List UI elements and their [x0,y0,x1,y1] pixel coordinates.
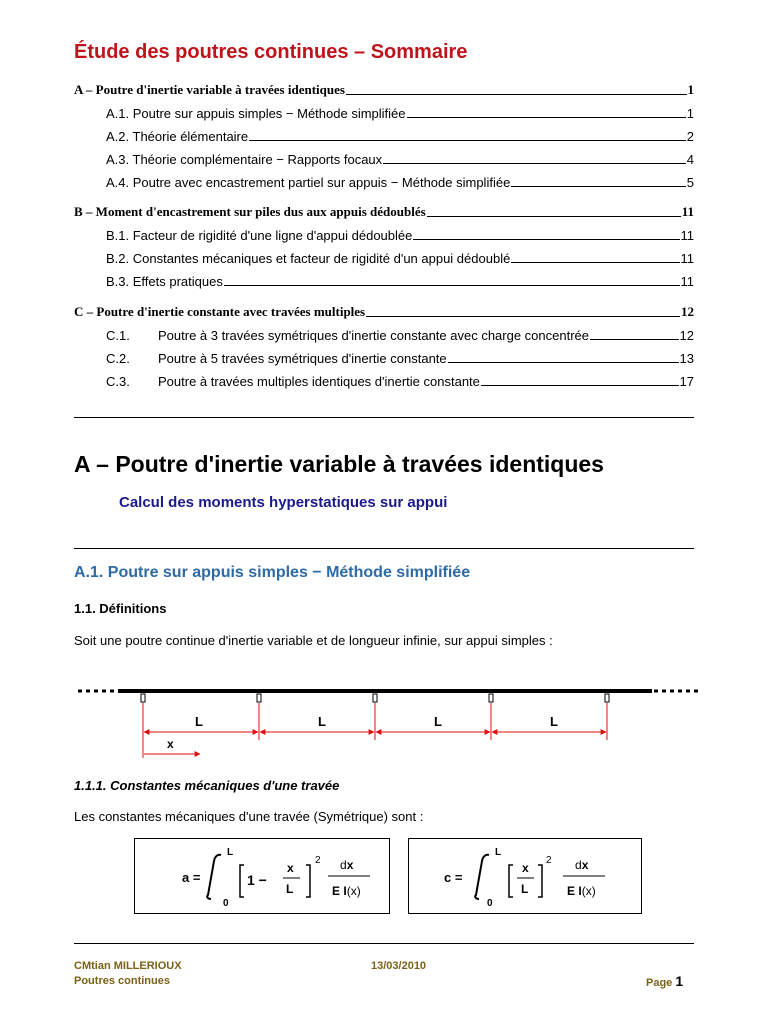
toc-entry-page: 13 [679,351,694,366]
support [373,694,377,702]
footer-page [646,973,683,989]
toc-entry-label: B – Moment d'encastrement sur piles dus aux appuis dédoublés [74,204,426,219]
formula-box-a [134,838,390,914]
toc-entry-page: 1 [686,106,694,121]
toc-entry-page: 11 [680,274,694,289]
toc-entry-number: C.3. [106,374,130,389]
integral-upper: L [227,847,234,858]
footer-divider [74,943,694,944]
footer-author: CMtian MILLERIOUX [74,960,182,972]
toc-entry-a[interactable] [74,80,694,98]
beam-diagram [74,680,704,760]
toc-entry-label: A – Poutre d'inertie variable à travées identiques [74,82,345,97]
toc-entry-c3[interactable] [106,371,694,389]
integral-sign [207,855,221,899]
intro-paragraph: Soit une poutre continue d'inertie variable et de longueur infinie, sur appui simples : [74,633,553,648]
toc-entry-page: 11 [681,204,694,219]
bracket-left [240,865,244,897]
toc-entry-page: 5 [686,175,694,190]
toc-entry-c2[interactable] [106,348,694,366]
exponent: 2 [315,855,321,866]
frac-den: L [521,882,529,896]
section-title: A.1. Poutre sur appuis simples − Méthode simplifiée [74,564,471,581]
toc-entry-label: B.3. Effets pratiques [106,274,223,289]
toc-entry-page: 4 [686,152,694,167]
footer-page-number: 1 [675,973,684,989]
integral-lower: 0 [223,898,229,909]
integral-sign [475,855,489,899]
toc-entry-b1[interactable] [106,225,694,243]
svg-text:E I(x): E I(x) [332,884,361,898]
frac-num: x [287,861,294,875]
exponent: 2 [546,855,552,866]
integral-lower: 0 [487,898,493,909]
span-label: L [318,714,326,729]
toc-entry-label: A.1. Poutre sur appuis simples − Méthode simplifiée [106,106,406,121]
toc-entry-page: 12 [681,304,694,319]
page-subheading: Calcul des moments hyperstatiques sur appui [119,494,448,511]
page-heading: A – Poutre d'inertie variable à travées identiques [74,451,604,477]
toc-entry-label: C – Poutre d'inertie constante avec travées multiples [74,304,366,319]
svg-text:E I(x): E I(x) [567,884,596,898]
svg-text:dx: dx [575,858,589,872]
toc-entry-page: 17 [679,374,694,389]
toc-entry-c[interactable] [74,302,694,320]
toc-entry-number: C.2. [106,351,130,366]
sub-sub-title: 1.1.1. Constantes mécaniques d'une travée [74,778,340,793]
divider [74,548,694,549]
toc-entry-page: 1 [687,82,694,97]
toc-entry-page: 11 [680,251,694,266]
bracket-left [509,865,513,897]
formula-c [409,839,641,913]
toc-entry-b2[interactable] [106,248,694,266]
x-label: x [167,737,174,751]
frac-num: x [522,861,529,875]
bracket-right [538,865,542,897]
toc-entry-a2[interactable] [106,126,694,144]
toc-entry-b3[interactable] [106,271,694,289]
toc-entry-page: 2 [686,129,694,144]
footer-date: 13/03/2010 [371,960,427,972]
support [605,694,609,702]
toc-entry-a1[interactable] [106,103,694,121]
toc-entry-label: Poutre à 3 travées symétriques d'inertie constante avec charge concentrée [158,328,589,343]
toc-entry-a4[interactable] [106,172,694,190]
bracket-right [306,865,310,897]
span-label: L [195,714,203,729]
toc-entry-number: C.1. [106,328,130,343]
footer-page-label: Page [646,977,673,989]
toc-entry-page: 11 [680,228,694,243]
support [489,694,493,702]
formula-a [135,839,389,913]
formula-box-c [408,838,642,914]
constants-paragraph: Les constantes mécaniques d'une travée (Symétrique) sont : [74,809,424,824]
toc-entry-label: Poutre à travées multiples identiques d'inertie constante [158,374,480,389]
formula-lhs: c = [444,870,463,885]
support [141,694,145,702]
toc-entry-b[interactable] [74,202,694,220]
toc-entry-page: 12 [679,328,694,343]
footer-doc-title: Poutres continues [74,975,170,987]
one-minus: 1 − [247,872,267,888]
toc-entry-label: B.1. Facteur de rigidité d'une ligne d'appui dédoublée [106,228,413,243]
toc-title: Étude des poutres continues – Sommaire [74,41,468,63]
support [257,694,261,702]
span-label: L [434,714,442,729]
toc-entry-c1[interactable] [106,325,694,343]
formula-lhs: a = [182,870,201,885]
frac-den: L [286,882,294,896]
subsection-title: 1.1. Définitions [74,601,167,616]
integral-upper: L [495,847,502,858]
svg-text:dx: dx [340,858,354,872]
divider [74,417,694,418]
toc-entry-label: Poutre à 5 travées symétriques d'inertie constante [158,351,447,366]
span-label: L [550,714,558,729]
toc-entry-label: A.3. Théorie complémentaire − Rapports focaux [106,152,383,167]
toc-entry-label: A.4. Poutre avec encastrement partiel sur appuis − Méthode simplifiée [106,175,511,190]
toc-entry-label: A.2. Théorie élémentaire [106,129,249,144]
toc-entry-label: B.2. Constantes mécaniques et facteur de rigidité d'un appui dédoublé [106,251,511,266]
toc-entry-a3[interactable] [106,149,694,167]
